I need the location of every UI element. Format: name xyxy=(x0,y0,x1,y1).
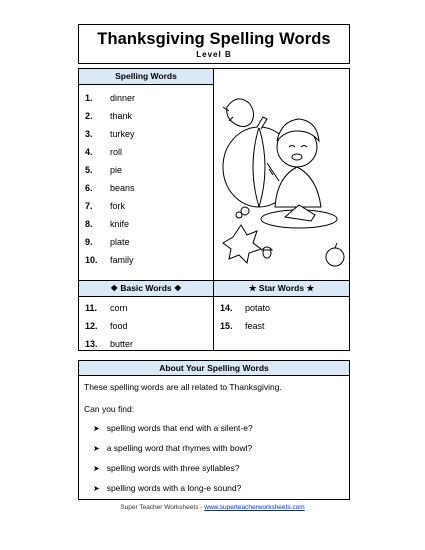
spelling-words-header: Spelling Words xyxy=(79,69,213,85)
arrow-icon: ➤ xyxy=(93,424,100,433)
title-box xyxy=(78,24,350,64)
question-item: ➤ spelling words with a long-e sound? xyxy=(93,483,242,493)
about-prompt: Can you find: xyxy=(84,404,135,414)
level-label: Level B xyxy=(196,50,232,59)
basic-words-header: ❖ Basic Words ❖ xyxy=(79,280,213,297)
apple-icon xyxy=(326,248,344,266)
question-item: ➤ spelling words that end with a silent-e? xyxy=(93,423,253,433)
footer-text: Super Teacher Worksheets - xyxy=(120,504,205,511)
leaf-icon xyxy=(223,225,261,263)
word-list-box: Spelling Words 1. dinner 2. thank 3. turkey 4. roll 5. pie 6. beans 7. fork 8. knife 9. plate 10. family ❖ Basic Words ❖ ★ Star Words ★ 11. corn 12. food 13. butter 14. potato 15. feast xyxy=(78,68,350,351)
thanksgiving-illustration xyxy=(219,87,347,275)
footer-link[interactable]: www.superteacherworksheets.com xyxy=(204,504,305,511)
about-box xyxy=(78,360,350,500)
worksheet-title: Thanksgiving Spelling Words xyxy=(97,30,331,48)
footer xyxy=(0,504,425,511)
column-divider xyxy=(213,69,214,351)
arrow-icon: ➤ xyxy=(93,484,100,493)
about-intro: These spelling words are all related to Thanksgiving. xyxy=(84,382,282,392)
arrow-icon: ➤ xyxy=(93,464,100,473)
arrow-icon: ➤ xyxy=(93,444,100,453)
question-item: ➤ a spelling word that rhymes with bowl? xyxy=(93,443,253,453)
star-words-header: ★ Star Words ★ xyxy=(214,280,349,297)
question-item: ➤ spelling words with three syllables? xyxy=(93,463,240,473)
about-header: About Your Spelling Words xyxy=(79,361,349,376)
turkey-icon xyxy=(227,99,254,127)
